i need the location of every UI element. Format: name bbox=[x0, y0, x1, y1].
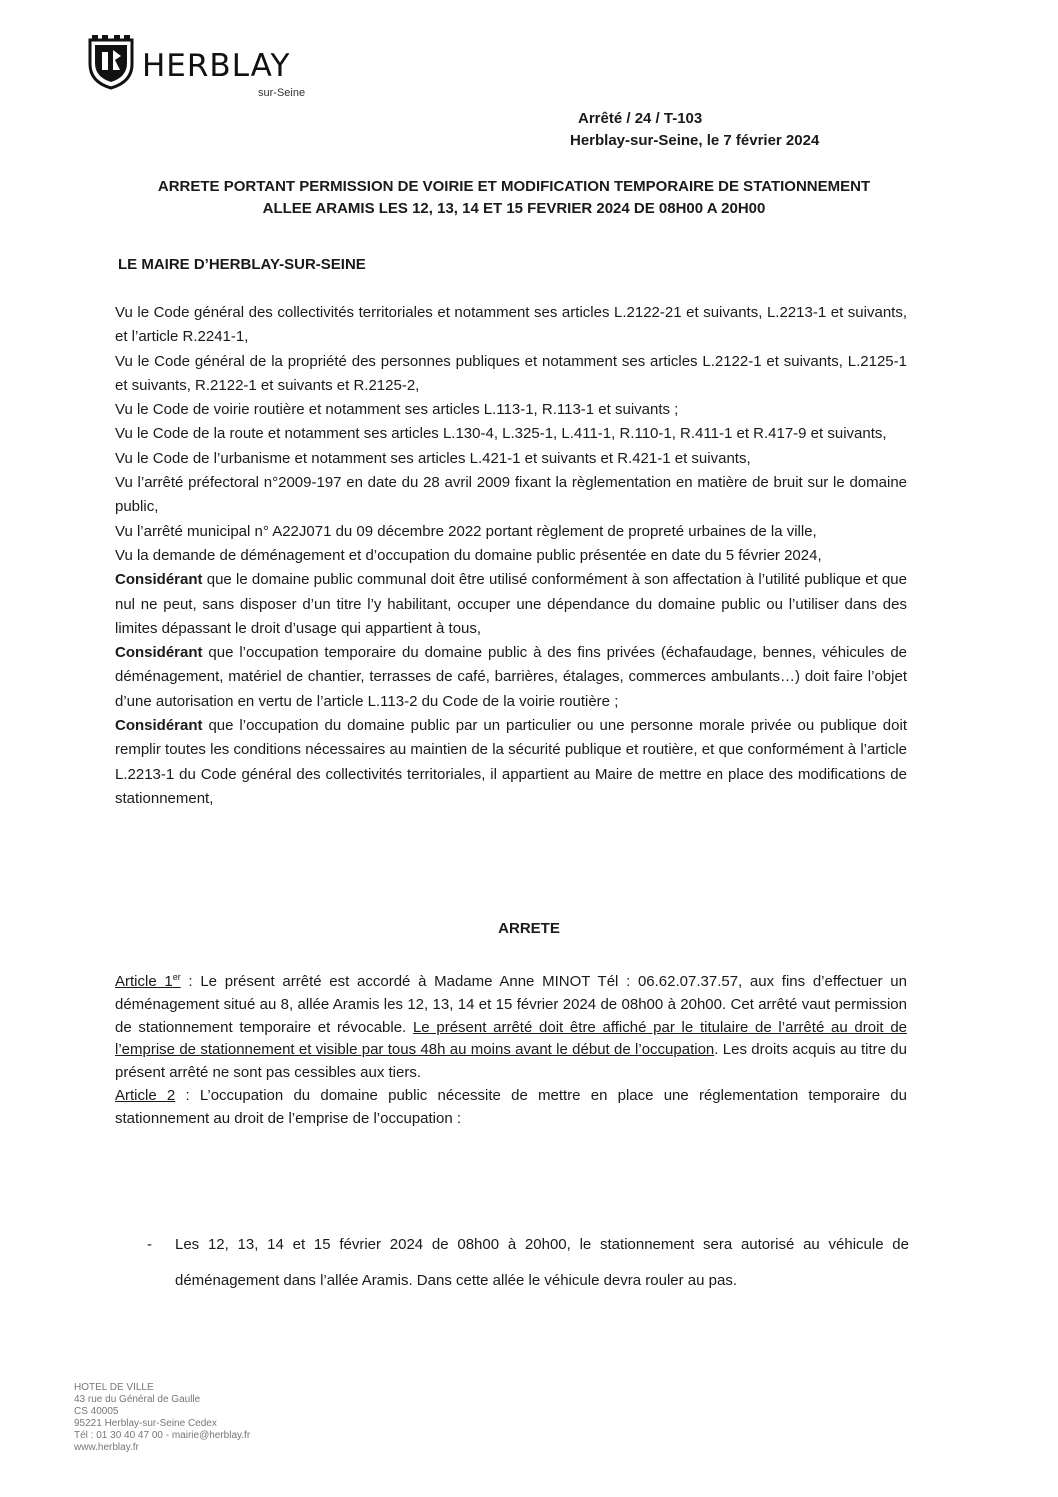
bullet-item bbox=[147, 1227, 909, 1299]
article-1-text: Le présent arrêté est accordé à Madame Anne MINOT Tél : 06.62.07.37.57, aux fins d’effectuer un déménagement situé au 8, allée Aramis les 12, 13, 14 et 15 février 2024 de 08h00 à 20h00. Cet arrêté vaut permission de stationnement temporaire et révocable. bbox=[115, 973, 907, 1036]
recital-text: le Code de l’urbanisme et notamment ses articles L.421-1 et suivants et R.421-1 et suivants, bbox=[132, 449, 751, 467]
recital-lead: Vu bbox=[115, 401, 133, 419]
logo-wordmark: HERBLAY bbox=[142, 48, 291, 84]
recital-lead: Vu bbox=[115, 352, 133, 370]
recital-text: l’arrêté préfectoral n°2009-197 en date du 28 avril 2009 fixant la règlementation en matière de bruit sur le domaine public, bbox=[115, 474, 907, 516]
recital bbox=[115, 568, 907, 641]
recital-lead: Considérant bbox=[115, 571, 203, 589]
article-2-text: L’occupation du domaine public nécessite de mettre en place une réglementation temporaire du stationnement au droit de l’emprise de l’occupation : bbox=[115, 1086, 907, 1127]
recital bbox=[115, 447, 907, 471]
recital-text: le Code de la route et notamment ses articles L.130-4, L.325-1, L.411-1, R.110-1, R.411-1 et R.417-9 et suivants, bbox=[132, 425, 887, 443]
recital-text: le Code général des collectivités territoriales et notamment ses articles L.2122-21 et suivants, L.2213-1 et suivants, et l’article R.2241-1, bbox=[115, 304, 907, 346]
recital-lead: Vu bbox=[115, 474, 133, 492]
articles bbox=[115, 966, 907, 1131]
recital-text: le Code général de la propriété des personnes publiques et notamment ses articles L.2122-1 et suivants, L.2125-1 et suivants, R.2122-1 et suivants et R.2125-2, bbox=[115, 352, 907, 394]
document-title-line-2: ALLEE ARAMIS LES 12, 13, 14 ET 15 FEVRIER 2024 DE 08H00 A 20H00 bbox=[262, 200, 766, 217]
recital bbox=[115, 471, 907, 520]
recital-lead: Considérant bbox=[115, 644, 203, 662]
herblay-logo bbox=[86, 34, 326, 104]
recital-lead: Vu bbox=[115, 425, 133, 443]
recital-lead: Vu bbox=[115, 546, 133, 564]
footer-address bbox=[74, 1382, 394, 1454]
recital bbox=[115, 641, 907, 714]
recital-lead: Considérant bbox=[115, 717, 203, 735]
recital-text: la demande de déménagement et d’occupation du domaine public présentée en date du 5 février 2024, bbox=[132, 546, 822, 564]
logo-subtitle: sur-Seine bbox=[258, 87, 306, 99]
footer-line: CS 40005 bbox=[74, 1406, 119, 1417]
recital bbox=[115, 544, 907, 568]
footer-line: 95221 Herblay-sur-Seine Cedex bbox=[74, 1418, 217, 1429]
recital-text: le Code de voirie routière et notamment ses articles L.113-1, R.113-1 et suivants ; bbox=[132, 401, 679, 419]
recital-lead: Vu bbox=[115, 304, 133, 321]
article-1-tail: . Les droits acquis au titre du présent arrêté ne sont pas cessibles aux tiers. bbox=[115, 1041, 907, 1082]
recitals bbox=[115, 301, 907, 811]
recital-text: que le domaine public communal doit être utilisé conformément à son affectation à l’utilité publique et que nul ne peut, sans disposer d’un titre l’y habilitant, occuper une dépendance du domaine public ou l’utiliser dans des limites dépassant le droit d’usage qui appartient à tous, bbox=[115, 571, 907, 637]
decree-reference: Arrêté / 24 / T-103 bbox=[578, 110, 703, 127]
footer-line: Tél : 01 30 40 47 00 - mairie@herblay.fr bbox=[74, 1430, 251, 1441]
article-1-label: Article 1er bbox=[115, 972, 181, 990]
bullet-dash: - bbox=[147, 1236, 152, 1253]
recital bbox=[115, 398, 907, 422]
recital bbox=[115, 350, 907, 399]
coat-of-arms-icon bbox=[86, 34, 136, 90]
place-date: Herblay-sur-Seine, le 7 février 2024 bbox=[570, 132, 820, 149]
recital bbox=[115, 422, 907, 446]
footer-line: www.herblay.fr bbox=[74, 1442, 139, 1453]
recital bbox=[115, 520, 907, 544]
footer-line: HOTEL DE VILLE bbox=[74, 1382, 154, 1393]
recital-lead: Vu bbox=[115, 522, 133, 540]
article-1: Article 1er : Le présent arrêté est accordé à Madame Anne MINOT Tél : 06.62.07.37.57, aux fins d’effectuer un déménagement situé au 8, allée Aramis les 12, 13, 14 et 15 février 2024 de 08h00 à 20h00. Cet arrêté vaut permission de stationnement temporaire et révocable. Le présent arrêté doit être affiché par le titulaire de l’arrêté au droit de l’emprise de stationnement et visible par tous 48h au moins avant le début de l’occupation. Les droits acquis au titre du présent arrêté ne sont pas cessibles aux tiers. bbox=[115, 972, 908, 1082]
decree-heading: ARRETE bbox=[498, 920, 560, 937]
recital-lead: Vu bbox=[115, 449, 133, 467]
bullet-text: Les 12, 13, 14 et 15 février 2024 de 08h00 à 20h00, le stationnement sera autorisé au véhicule de déménagement dans l’allée Aramis. Dans cette allée le véhicule devra rouler au pas. bbox=[175, 1236, 909, 1289]
recital-text: l’arrêté municipal n° A22J071 du 09 décembre 2022 portant règlement de propreté urbaines de la ville, bbox=[132, 522, 817, 540]
article-2-label: Article 2 bbox=[115, 1086, 176, 1104]
footer-line: 43 rue du Général de Gaulle bbox=[74, 1394, 201, 1405]
article-1-underlined: Le présent arrêté doit être affiché par le titulaire de l’arrêté au droit de l’emprise de stationnement et visible par tous 48h au moins avant le début de l’occupation bbox=[115, 1018, 908, 1059]
mayor-heading: LE MAIRE D’HERBLAY-SUR-SEINE bbox=[118, 256, 366, 273]
document-title-line-1: ARRETE PORTANT PERMISSION DE VOIRIE ET MODIFICATION TEMPORAIRE DE STATIONNEMENT bbox=[157, 178, 871, 195]
recital bbox=[115, 301, 907, 350]
recital-text: que l’occupation du domaine public par un particulier ou une personne morale privée ou publique doit remplir toutes les conditions nécessaires au maintien de la sécurité publique et routière, et que conformément à l’article L.2213-1 du Code général des collectivités territoriales, il appartient au Maire de mettre en place des modifications de stationnement, bbox=[115, 717, 907, 807]
recital-text: que l’occupation temporaire du domaine public à des fins privées (échafaudage, bennes, véhicules de déménagement, matériel de chantier, terrasses de café, barrières, étalages, commerces ambulants…) doit faire l’objet d’une autorisation en vertu de l’article L.113-2 du Code de la voirie routière ; bbox=[115, 644, 907, 710]
article-2: Article 2 : L’occupation du domaine public nécessite de mettre en place une réglementation temporaire du stationnement au droit de l’emprise de l’occupation : bbox=[115, 1086, 907, 1127]
recital bbox=[115, 714, 907, 811]
